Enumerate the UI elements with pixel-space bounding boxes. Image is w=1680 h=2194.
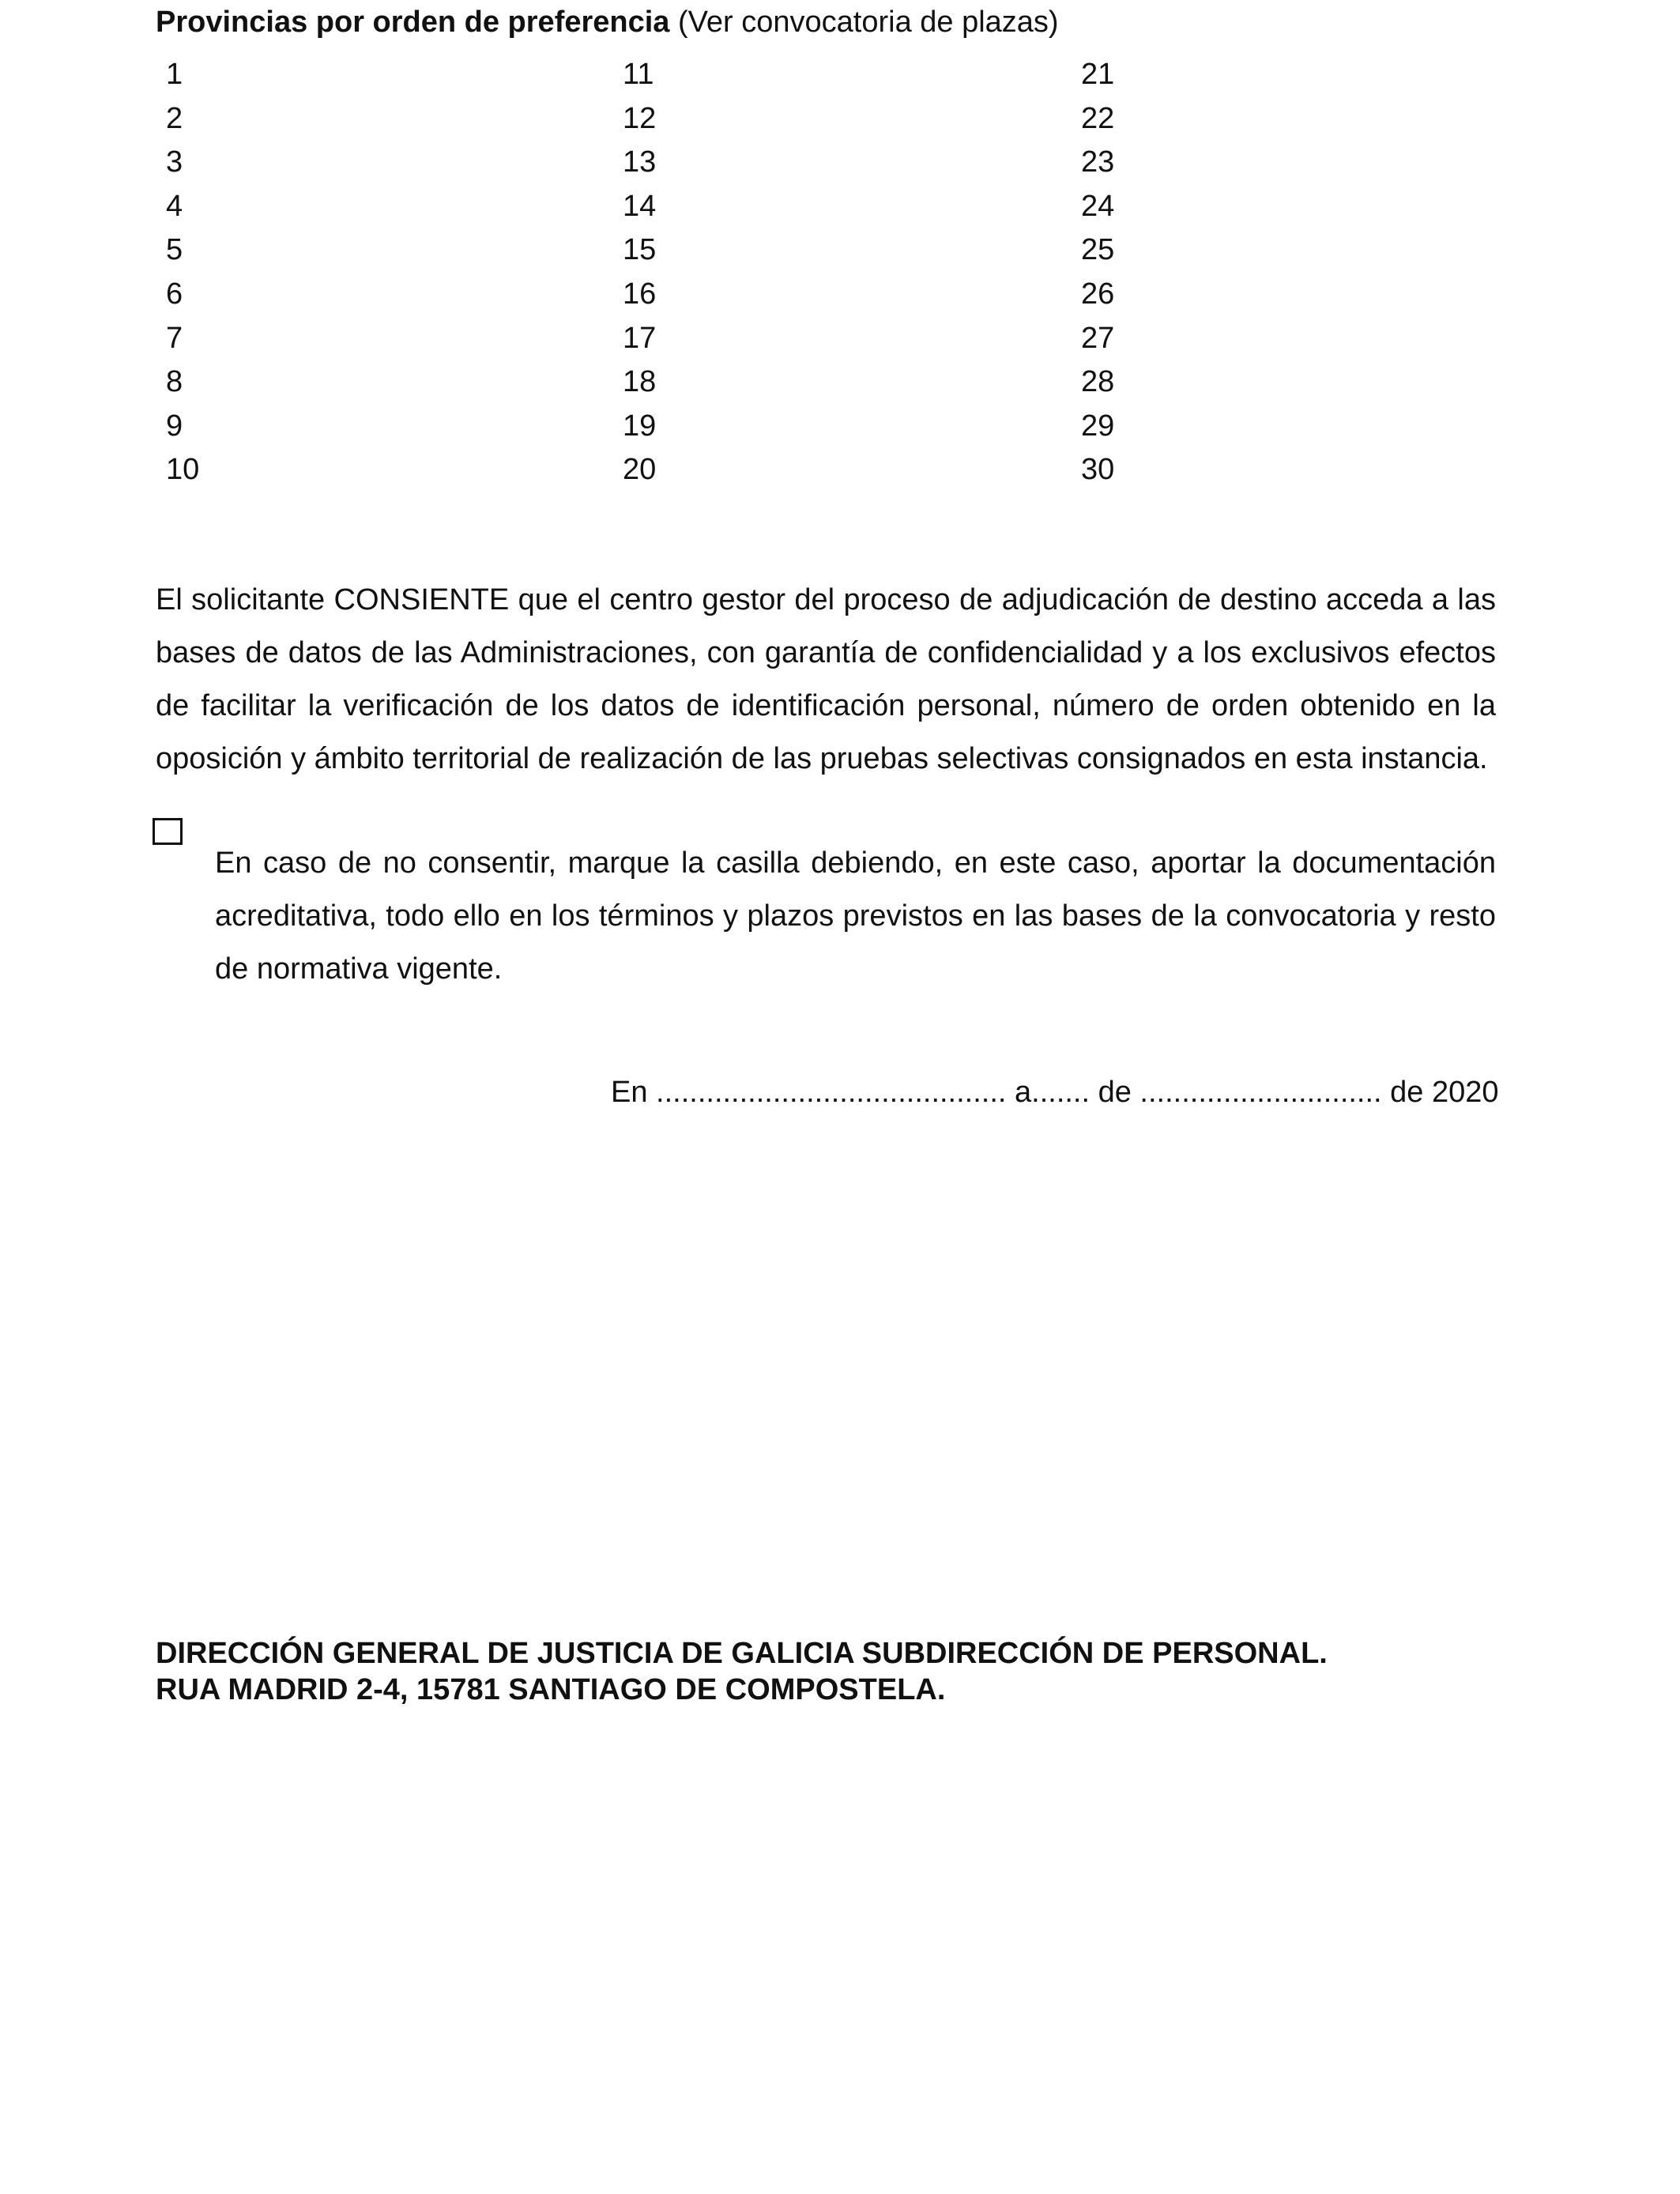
preferences-heading — [156, 3, 1059, 41]
recipient-address — [156, 1635, 1328, 1708]
preference-number: 21 — [1081, 58, 1115, 91]
preference-number: 30 — [1081, 453, 1115, 487]
preference-column-2 — [623, 53, 656, 492]
preference-number: 1 — [166, 58, 183, 91]
preference-number: 27 — [1081, 321, 1115, 355]
preference-number: 8 — [166, 365, 183, 399]
preference-number: 15 — [623, 233, 657, 267]
preference-number: 11 — [623, 58, 654, 91]
preference-number: 5 — [166, 233, 183, 267]
preference-number: 25 — [1081, 233, 1115, 267]
preferences-title: Provincias por orden de preferencia — [156, 6, 670, 39]
non-consent-checkbox[interactable] — [153, 818, 183, 845]
preferences-note: (Ver convocatoria de plazas) — [678, 6, 1059, 39]
preference-number: 3 — [166, 145, 183, 179]
address-line-1: DIRECCIÓN GENERAL DE JUSTICIA DE GALICIA SUBDIRECCIÓN DE PERSONAL. — [156, 1637, 1328, 1670]
preference-number: 6 — [166, 277, 183, 311]
preference-number: 28 — [1081, 365, 1115, 399]
preference-number: 7 — [166, 321, 183, 355]
address-line-2: RUA MADRID 2-4, 15781 SANTIAGO DE COMPOSTELA. — [156, 1673, 946, 1706]
preference-number: 26 — [1081, 277, 1115, 311]
consent-paragraph: El solicitante CONSIENTE que el centro gestor del proceso de adjudicación de destino acceda a las bases de datos de las Administraciones, con garantía de confidencialidad y a los exclusivos efectos de facilitar la verificación de los datos de identificación personal, número de orden obtenido en la oposición y ámbito territorial de realización de las pruebas selectivas consignados en esta instancia. — [156, 583, 1496, 775]
preference-number: 17 — [623, 321, 657, 355]
preference-number: 29 — [1081, 409, 1115, 443]
preference-number: 12 — [623, 101, 657, 135]
preference-number: 19 — [623, 409, 657, 443]
place-date-line: En .......................................... a....... de ............................. de 2020 — [611, 1076, 1499, 1109]
preference-column-1 — [166, 53, 199, 492]
preference-number: 9 — [166, 409, 183, 443]
preference-number: 22 — [1081, 101, 1115, 135]
preference-number: 16 — [623, 277, 657, 311]
preference-number: 14 — [623, 189, 657, 223]
preference-number: 24 — [1081, 189, 1115, 223]
preference-column-3 — [1081, 53, 1114, 492]
preference-number: 13 — [623, 145, 657, 179]
preference-number: 4 — [166, 189, 183, 223]
preference-number: 10 — [166, 453, 200, 487]
preference-number: 2 — [166, 101, 183, 135]
preference-number: 23 — [1081, 145, 1115, 179]
non-consent-paragraph: En caso de no consentir, marque la casilla debiendo, en este caso, aportar la documentación acreditativa, todo ello en los términos y plazos previstos en las bases de la convocatoria y resto de normativa vigente. — [215, 846, 1496, 986]
preference-number: 20 — [623, 453, 657, 487]
preference-number: 18 — [623, 365, 657, 399]
